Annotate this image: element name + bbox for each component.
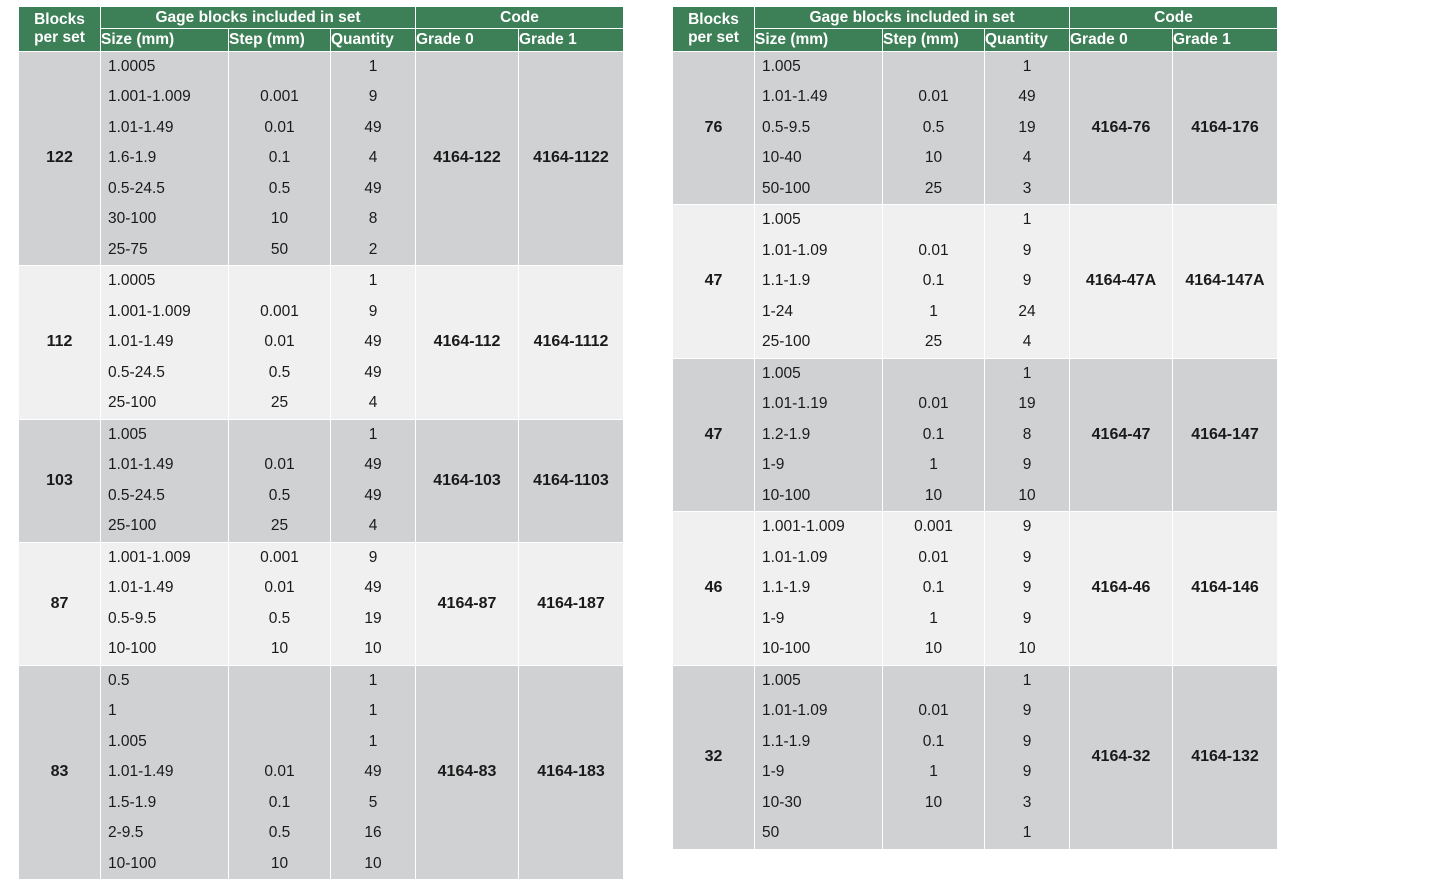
cell-size: 10-100 xyxy=(108,640,157,658)
cell-size: 1.005 xyxy=(108,732,147,750)
cell-step: 0.1 xyxy=(268,149,291,167)
header-grade1: Grade 1 xyxy=(519,29,624,51)
cell-step: 0.5 xyxy=(268,609,291,627)
cell-step: 10 xyxy=(924,486,943,504)
header-step: Step (mm) xyxy=(883,29,985,51)
cell-size: 1.01-1.09 xyxy=(762,702,828,720)
cell-quantity-list xyxy=(985,358,1070,512)
cell-quantity: 19 xyxy=(364,609,382,627)
cell-size: 1.01-1.19 xyxy=(762,395,828,413)
cell-code-grade1: 4164-147 xyxy=(1173,358,1278,512)
cell-code-grade0: 4164-87 xyxy=(416,542,519,665)
cell-size: 10-100 xyxy=(108,854,157,872)
cell-size: 50 xyxy=(762,824,780,842)
cell-step: 0.01 xyxy=(918,395,949,413)
cell-step: 0.01 xyxy=(918,548,949,566)
cell-quantity: 9 xyxy=(1022,579,1032,597)
cell-size: 25-100 xyxy=(108,394,157,412)
header-size: Size (mm) xyxy=(755,29,883,51)
cell-step xyxy=(229,696,330,727)
cell-quantity: 1 xyxy=(368,272,378,290)
header-gage-blocks-included: Gage blocks included in set xyxy=(755,7,1070,29)
table-body-left xyxy=(19,51,624,880)
cell-code-grade1: 4164-146 xyxy=(1173,512,1278,666)
cell-step xyxy=(229,727,330,758)
table-header-right xyxy=(673,7,1278,52)
cell-size: 1.001-1.009 xyxy=(108,302,191,320)
cell-quantity-list xyxy=(331,665,416,880)
cell-size: 10-40 xyxy=(762,149,802,167)
cell-quantity: 49 xyxy=(364,763,382,781)
cell-step xyxy=(883,359,984,390)
header-gage-blocks-included: Gage blocks included in set xyxy=(101,7,416,29)
cell-step: 0.1 xyxy=(268,793,291,811)
header-size: Size (mm) xyxy=(101,29,229,51)
header-code: Code xyxy=(416,7,624,29)
cell-code-grade0: 4164-103 xyxy=(416,419,519,542)
cell-code-grade1: 4164-147A xyxy=(1173,205,1278,359)
cell-quantity: 9 xyxy=(1022,763,1032,781)
cell-size: 1.001-1.009 xyxy=(108,88,191,106)
cell-code-grade0: 4164-112 xyxy=(416,266,519,420)
cell-quantity: 9 xyxy=(368,548,378,566)
cell-quantity-list xyxy=(985,205,1070,359)
cell-quantity: 4 xyxy=(1022,333,1032,351)
cell-quantity: 4 xyxy=(1022,149,1032,167)
header-blocks-line1: Blocks xyxy=(34,11,85,28)
cell-blocks-per-set: 47 xyxy=(673,205,755,359)
cell-size: 1.01-1.49 xyxy=(762,88,828,106)
cell-step: 0.5 xyxy=(268,363,291,381)
cell-quantity: 49 xyxy=(1018,88,1036,106)
header-grade0: Grade 0 xyxy=(416,29,519,51)
cell-blocks-per-set: 32 xyxy=(673,665,755,849)
cell-step: 10 xyxy=(270,640,289,658)
cell-size: 1.01-1.49 xyxy=(108,579,174,597)
header-code: Code xyxy=(1070,7,1278,29)
cell-size: 10-30 xyxy=(762,793,802,811)
gage-set-table-right xyxy=(672,6,1278,850)
cell-quantity: 9 xyxy=(1022,456,1032,474)
gage-set-table-left xyxy=(18,6,624,880)
header-row-top xyxy=(19,7,624,29)
cell-quantity: 9 xyxy=(1022,609,1032,627)
cell-step xyxy=(883,818,984,849)
cell-code-grade0: 4164-76 xyxy=(1070,51,1173,205)
cell-code-grade0: 4164-122 xyxy=(416,51,519,266)
cell-size: 1.2-1.9 xyxy=(762,425,811,443)
cell-blocks-per-set: 47 xyxy=(673,358,755,512)
header-blocks-line2: per set xyxy=(688,28,739,46)
cell-size: 30-100 xyxy=(108,210,157,228)
cell-quantity: 4 xyxy=(368,394,378,412)
table-body-right xyxy=(673,51,1278,849)
cell-code-grade1: 4164-132 xyxy=(1173,665,1278,849)
cell-size: 0.5-9.5 xyxy=(108,609,157,627)
cell-step xyxy=(229,52,330,83)
cell-quantity-list xyxy=(331,266,416,420)
cell-step: 25 xyxy=(270,517,289,535)
table-row xyxy=(19,51,624,266)
cell-quantity: 4 xyxy=(368,517,378,535)
cell-blocks-per-set: 46 xyxy=(673,512,755,666)
cell-size: 0.5-24.5 xyxy=(108,486,165,504)
header-quantity: Quantity xyxy=(985,29,1070,51)
cell-code-grade0: 4164-83 xyxy=(416,665,519,880)
cell-code-grade0: 4164-47 xyxy=(1070,358,1173,512)
cell-quantity-list xyxy=(985,512,1070,666)
cell-size: 1.001-1.009 xyxy=(762,518,845,536)
cell-size: 1.005 xyxy=(762,671,801,689)
header-grade1: Grade 1 xyxy=(1173,29,1278,51)
cell-blocks-per-set: 103 xyxy=(19,419,101,542)
cell-quantity: 2 xyxy=(368,240,378,258)
cell-size: 1-9 xyxy=(762,763,785,781)
cell-step: 0.001 xyxy=(260,302,299,320)
cell-step: 0.5 xyxy=(268,486,291,504)
cell-size: 1.01-1.09 xyxy=(762,241,828,259)
cell-quantity: 4 xyxy=(368,149,378,167)
cell-quantity: 8 xyxy=(1022,425,1032,443)
cell-step: 0.001 xyxy=(260,88,299,106)
cell-size-list xyxy=(755,51,883,205)
cell-size: 1.01-1.49 xyxy=(108,456,174,474)
header-step: Step (mm) xyxy=(229,29,331,51)
cell-step: 50 xyxy=(270,240,289,258)
cell-step-list xyxy=(229,419,331,542)
cell-step-list xyxy=(883,665,985,849)
cell-size-list xyxy=(755,358,883,512)
table-row xyxy=(19,419,624,542)
cell-size: 25-75 xyxy=(108,240,148,258)
cell-step-list xyxy=(883,51,985,205)
cell-step-list xyxy=(229,665,331,880)
cell-quantity: 49 xyxy=(364,118,382,136)
cell-size: 25-100 xyxy=(762,333,811,351)
cell-quantity: 5 xyxy=(368,793,378,811)
cell-step: 1 xyxy=(929,609,938,627)
cell-step: 0.01 xyxy=(264,456,295,474)
cell-step: 25 xyxy=(924,333,943,351)
cell-code-grade0: 4164-47A xyxy=(1070,205,1173,359)
cell-size: 10-100 xyxy=(762,640,811,658)
cell-quantity: 1 xyxy=(368,425,378,443)
cell-quantity: 1 xyxy=(1022,671,1032,689)
cell-quantity: 49 xyxy=(364,486,382,504)
cell-quantity: 1 xyxy=(368,671,378,689)
cell-size: 0.5-24.5 xyxy=(108,179,165,197)
cell-quantity: 9 xyxy=(1022,241,1032,259)
cell-size: 1.005 xyxy=(762,211,801,229)
cell-step: 0.5 xyxy=(922,118,945,136)
cell-quantity: 9 xyxy=(1022,518,1032,536)
cell-quantity: 9 xyxy=(1022,548,1032,566)
cell-quantity: 49 xyxy=(364,579,382,597)
cell-blocks-per-set: 87 xyxy=(19,542,101,665)
cell-step: 0.1 xyxy=(922,425,945,443)
cell-step: 0.01 xyxy=(264,118,295,136)
cell-quantity: 1 xyxy=(368,732,378,750)
cell-step xyxy=(883,52,984,83)
cell-size: 2-9.5 xyxy=(108,824,144,842)
cell-code-grade1: 4164-176 xyxy=(1173,51,1278,205)
cell-step: 10 xyxy=(924,640,943,658)
cell-code-grade1: 4164-183 xyxy=(519,665,624,880)
cell-size-list xyxy=(101,266,229,420)
cell-size-list xyxy=(755,665,883,849)
cell-quantity: 49 xyxy=(364,363,382,381)
header-row-top xyxy=(673,7,1278,29)
cell-step: 0.1 xyxy=(922,732,945,750)
cell-step-list xyxy=(883,205,985,359)
cell-step: 0.1 xyxy=(922,579,945,597)
cell-step: 10 xyxy=(924,793,943,811)
table-row xyxy=(19,266,624,420)
header-blocks-line1: Blocks xyxy=(688,11,739,28)
cell-step: 1 xyxy=(929,302,938,320)
cell-size: 0.5-9.5 xyxy=(762,118,811,136)
cell-quantity: 19 xyxy=(1018,118,1036,136)
cell-size: 1.01-1.49 xyxy=(108,333,174,351)
cell-quantity: 1 xyxy=(1022,211,1032,229)
cell-quantity-list xyxy=(331,51,416,266)
table-header-left xyxy=(19,7,624,52)
cell-size: 1.5-1.9 xyxy=(108,793,157,811)
cell-size-list xyxy=(755,512,883,666)
cell-quantity: 1 xyxy=(1022,824,1032,842)
cell-size: 1.01-1.49 xyxy=(108,118,174,136)
cell-size: 1-9 xyxy=(762,456,785,474)
cell-size: 50-100 xyxy=(762,179,811,197)
cell-quantity: 49 xyxy=(364,179,382,197)
cell-blocks-per-set: 122 xyxy=(19,51,101,266)
cell-step: 10 xyxy=(270,854,289,872)
cell-quantity: 9 xyxy=(1022,272,1032,290)
cell-code-grade1: 4164-1122 xyxy=(519,51,624,266)
cell-quantity-list xyxy=(331,419,416,542)
cell-step: 0.5 xyxy=(268,179,291,197)
cell-size: 1.0005 xyxy=(108,272,156,290)
cell-step: 0.01 xyxy=(918,88,949,106)
cell-quantity: 9 xyxy=(368,88,378,106)
cell-quantity: 16 xyxy=(364,824,382,842)
cell-size: 1-9 xyxy=(762,609,785,627)
cell-step-list xyxy=(229,51,331,266)
cell-quantity-list xyxy=(331,542,416,665)
cell-code-grade1: 4164-1103 xyxy=(519,419,624,542)
cell-size-list xyxy=(101,51,229,266)
cell-size: 1.1-1.9 xyxy=(762,579,811,597)
cell-code-grade1: 4164-187 xyxy=(519,542,624,665)
cell-quantity: 24 xyxy=(1018,302,1036,320)
cell-quantity-list xyxy=(985,51,1070,205)
cell-size: 1.1-1.9 xyxy=(762,272,811,290)
cell-quantity: 19 xyxy=(1018,395,1036,413)
cell-size: 1.001-1.009 xyxy=(108,548,191,566)
table-row xyxy=(673,205,1278,359)
cell-size: 1.005 xyxy=(108,425,147,443)
cell-step: 0.01 xyxy=(918,702,949,720)
cell-step: 10 xyxy=(924,149,943,167)
cell-step-list xyxy=(229,542,331,665)
cell-code-grade1: 4164-1112 xyxy=(519,266,624,420)
cell-step: 0.001 xyxy=(260,548,299,566)
cell-step-list xyxy=(883,358,985,512)
cell-step: 1 xyxy=(929,456,938,474)
cell-quantity: 49 xyxy=(364,456,382,474)
cell-quantity: 1 xyxy=(1022,364,1032,382)
cell-step xyxy=(229,266,330,297)
cell-step: 25 xyxy=(270,394,289,412)
cell-quantity: 10 xyxy=(364,854,382,872)
header-row-sub xyxy=(673,29,1278,51)
cell-size: 1 xyxy=(108,702,117,720)
cell-quantity: 9 xyxy=(1022,732,1032,750)
cell-size: 1.01-1.09 xyxy=(762,548,828,566)
cell-blocks-per-set: 112 xyxy=(19,266,101,420)
cell-size-list xyxy=(755,205,883,359)
cell-quantity: 3 xyxy=(1022,179,1032,197)
header-quantity: Quantity xyxy=(331,29,416,51)
cell-step: 0.01 xyxy=(264,579,295,597)
cell-step xyxy=(883,205,984,236)
cell-step: 0.001 xyxy=(914,518,953,536)
cell-quantity: 10 xyxy=(364,640,382,658)
table-row xyxy=(19,542,624,665)
cell-quantity: 10 xyxy=(1018,486,1036,504)
cell-blocks-per-set: 83 xyxy=(19,665,101,880)
cell-step: 0.01 xyxy=(918,241,949,259)
cell-quantity: 10 xyxy=(1018,640,1036,658)
cell-step: 0.1 xyxy=(922,272,945,290)
table-row xyxy=(19,665,624,880)
header-blocks-line2: per set xyxy=(34,28,85,46)
cell-size: 25-100 xyxy=(108,517,157,535)
cell-size: 1.01-1.49 xyxy=(108,763,174,781)
cell-step xyxy=(229,420,330,451)
cell-step: 0.01 xyxy=(264,763,295,781)
cell-quantity: 1 xyxy=(1022,57,1032,75)
cell-step: 0.01 xyxy=(264,333,295,351)
cell-size-list xyxy=(101,419,229,542)
cell-step: 10 xyxy=(270,210,289,228)
cell-size: 1.6-1.9 xyxy=(108,149,157,167)
cell-step xyxy=(883,666,984,697)
cell-step: 0.5 xyxy=(268,824,291,842)
cell-size-list xyxy=(101,542,229,665)
header-grade0: Grade 0 xyxy=(1070,29,1173,51)
cell-size: 1.0005 xyxy=(108,57,156,75)
header-blocks-per-set xyxy=(673,7,755,52)
cell-size: 1.005 xyxy=(762,364,801,382)
cell-size: 0.5-24.5 xyxy=(108,363,165,381)
cell-quantity: 3 xyxy=(1022,793,1032,811)
cell-size: 1.1-1.9 xyxy=(762,732,811,750)
table-row xyxy=(673,512,1278,666)
header-blocks-per-set xyxy=(19,7,101,52)
cell-quantity-list xyxy=(985,665,1070,849)
cell-quantity: 1 xyxy=(368,57,378,75)
cell-step-list xyxy=(883,512,985,666)
header-row-sub xyxy=(19,29,624,51)
cell-quantity: 49 xyxy=(364,333,382,351)
cell-step: 1 xyxy=(929,763,938,781)
cell-code-grade0: 4164-46 xyxy=(1070,512,1173,666)
cell-quantity: 8 xyxy=(368,210,378,228)
cell-quantity: 9 xyxy=(368,302,378,320)
cell-size: 1-24 xyxy=(762,302,794,320)
cell-quantity: 9 xyxy=(1022,702,1032,720)
cell-step: 25 xyxy=(924,179,943,197)
table-row xyxy=(673,358,1278,512)
cell-size: 1.005 xyxy=(762,57,801,75)
cell-size: 0.5 xyxy=(108,671,130,689)
cell-size: 10-100 xyxy=(762,486,811,504)
cell-step-list xyxy=(229,266,331,420)
table-row xyxy=(673,51,1278,205)
cell-step xyxy=(229,666,330,697)
table-row xyxy=(673,665,1278,849)
cell-blocks-per-set: 76 xyxy=(673,51,755,205)
cell-quantity: 1 xyxy=(368,702,378,720)
cell-code-grade0: 4164-32 xyxy=(1070,665,1173,849)
cell-size-list xyxy=(101,665,229,880)
